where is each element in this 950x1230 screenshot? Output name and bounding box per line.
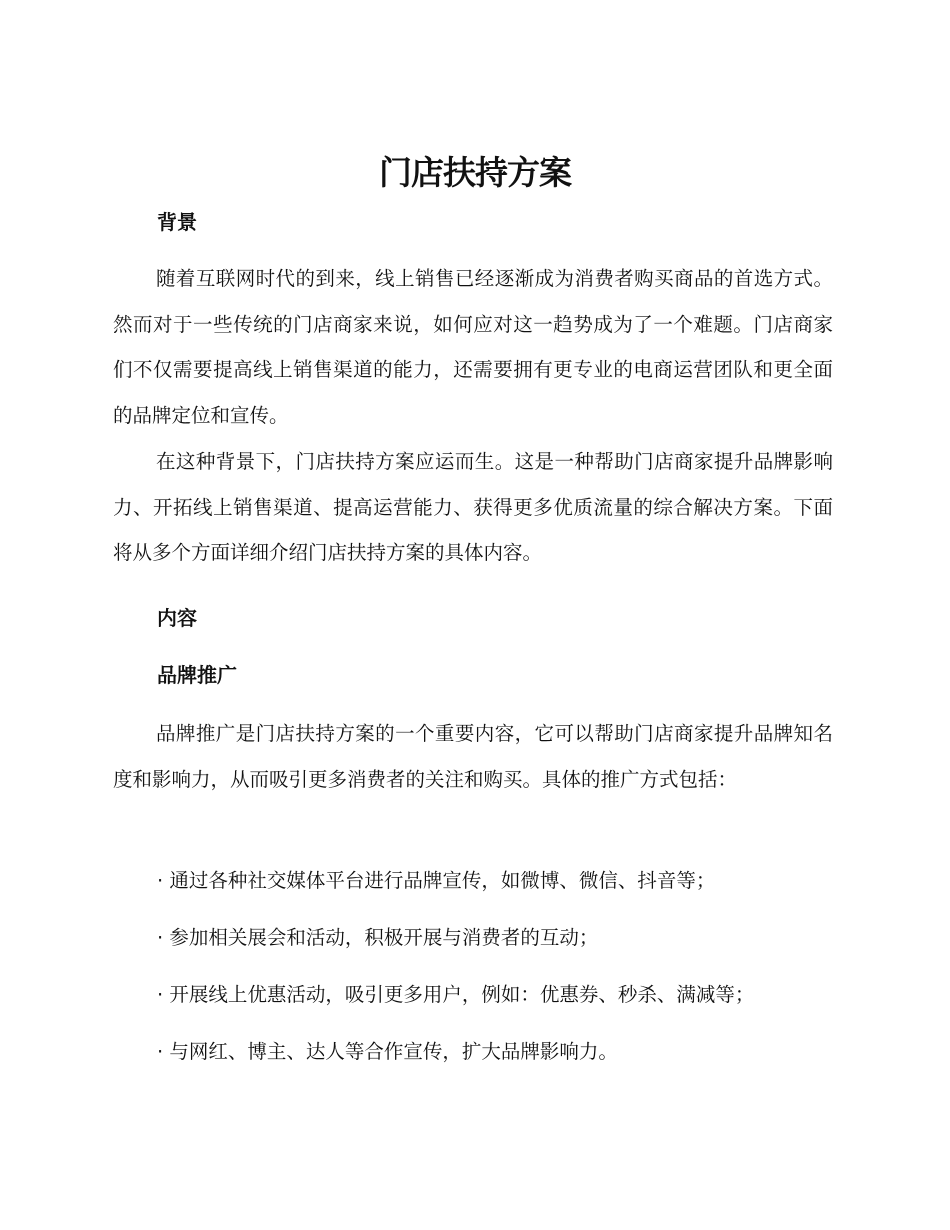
list-item: · 与网红、博主、达人等合作宣传，扩大品牌影响力。 xyxy=(157,1040,618,1063)
paragraph-background-1: 随着互联网时代的到来，线上销售已经逐渐成为消费者购买商品的首选方式。然而对于一些传统的门店商家来说，如何应对这一趋势成为了一个难题。门店商家们不仅需要提高线上销售渠道的能力，还需要拥有更专业的电商运营团队和更全面的品牌定位和宣传。 xyxy=(113,267,833,427)
list-item: · 参加相关展会和活动，积极开展与消费者的互动； xyxy=(157,926,599,949)
list-item: · 通过各种社交媒体平台进行品牌宣传，如微博、微信、抖音等； xyxy=(157,869,716,892)
list-item: · 开展线上优惠活动，吸引更多用户，例如：优惠券、秒杀、满减等； xyxy=(157,983,755,1006)
paragraph-background-2: 在这种背景下，门店扶持方案应运而生。这是一种帮助门店商家提升品牌影响力、开拓线上销售渠道、提高运营能力、获得更多优质流量的综合解决方案。下面将从多个方面详细介绍门店扶持方案的具体内容。 xyxy=(113,450,833,564)
section-heading-brand-promotion: 品牌推广 xyxy=(157,663,237,687)
paragraph-brand-promotion: 品牌推广是门店扶持方案的一个重要内容，它可以帮助门店商家提升品牌知名度和影响力，从而吸引更多消费者的关注和购买。具体的推广方式包括： xyxy=(113,722,833,791)
section-heading-background: 背景 xyxy=(157,210,197,234)
section-heading-content: 内容 xyxy=(157,606,197,630)
document-title: 门店扶持方案 xyxy=(379,153,571,192)
